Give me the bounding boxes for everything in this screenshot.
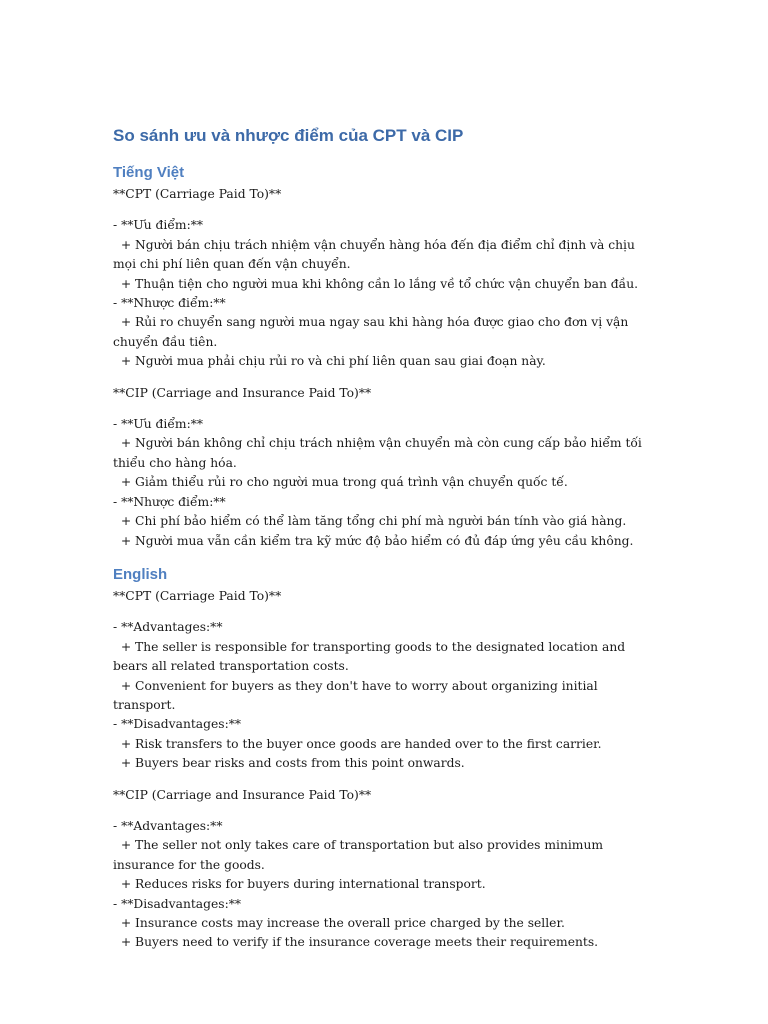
list-item: + Buyers bear risks and costs from this point onwards. [113, 756, 465, 771]
list-item: - **Ưu điểm:** [113, 417, 204, 432]
document-title: So sánh ưu và nhược điểm của CPT và CIP [113, 126, 464, 145]
list-item: + Chi phí bảo hiểm có thể làm tăng tổng chi phí mà người bán tính vào giá hàng. [113, 514, 627, 529]
list-item: - **Advantages:** [113, 818, 223, 833]
cpt-pros-cons-list [113, 216, 658, 371]
list-item: + Người mua vẫn cần kiểm tra kỹ mức độ bảo hiểm có đủ đáp ứng yêu cầu không. [113, 533, 634, 548]
section-english [113, 564, 658, 953]
section-heading-english: English [113, 565, 168, 583]
cip-heading: **CIP (Carriage and Insurance Paid To)** [113, 385, 372, 400]
list-item: + Convenient for buyers as they don't have to worry about organizing initial transport. [113, 678, 602, 712]
cip-pros-cons-list [113, 817, 658, 953]
list-item: + The seller not only takes care of transportation but also provides minimum insurance for the goods. [113, 838, 607, 872]
list-item: + Insurance costs may increase the overall price charged by the seller. [113, 916, 565, 930]
section-vietnamese [113, 162, 658, 551]
document-page [113, 124, 658, 953]
list-item: - **Disadvantages:** [113, 717, 242, 732]
list-item: + Buyers need to verify if the insurance coverage meets their requirements. [113, 935, 599, 950]
list-item: + Người mua phải chịu rủi ro và chi phí liên quan sau giai đoạn này. [113, 354, 546, 369]
list-item: + Giảm thiểu rủi ro cho người mua trong quá trình vận chuyển quốc tế. [113, 475, 568, 490]
cip-pros-cons-list [113, 415, 658, 551]
cpt-heading: **CPT (Carriage Paid To)** [113, 588, 282, 603]
list-item: + Người bán không chỉ chịu trách nhiệm vận chuyển mà còn cung cấp bảo hiểm tối thiểu cho hàng hóa. [113, 436, 646, 470]
list-item: - **Disadvantages:** [113, 896, 242, 911]
list-item: - **Ưu điểm:** [113, 218, 204, 233]
list-item: + Risk transfers to the buyer once goods are handed over to the first carrier. [113, 736, 602, 751]
section-heading-vietnamese: Tiếng Việt [113, 164, 185, 181]
list-item: + The seller is responsible for transporting goods to the designated location and bears all related transportation costs. [113, 639, 630, 674]
list-item: + Rủi ro chuyển sang người mua ngay sau khi hàng hóa được giao cho đơn vị vận chuyển đầu tiên. [113, 315, 633, 349]
cpt-heading: **CPT (Carriage Paid To)** [113, 187, 282, 201]
cpt-pros-cons-list [113, 618, 658, 773]
list-item: + Reduces risks for buyers during international transport. [113, 877, 486, 892]
list-item: - **Nhược điểm:** [113, 296, 226, 311]
list-item: - **Nhược điểm:** [113, 494, 226, 509]
list-item: + Người bán chịu trách nhiệm vận chuyển hàng hóa đến địa điểm chỉ định và chịu mọi chi phí liên quan đến vận chuyển. [113, 237, 639, 272]
cip-heading: **CIP (Carriage and Insurance Paid To)** [113, 787, 372, 802]
list-item: - **Advantages:** [113, 620, 223, 635]
list-item: + Thuận tiện cho người mua khi không cần lo lắng về tổ chức vận chuyển ban đầu. [113, 276, 639, 291]
